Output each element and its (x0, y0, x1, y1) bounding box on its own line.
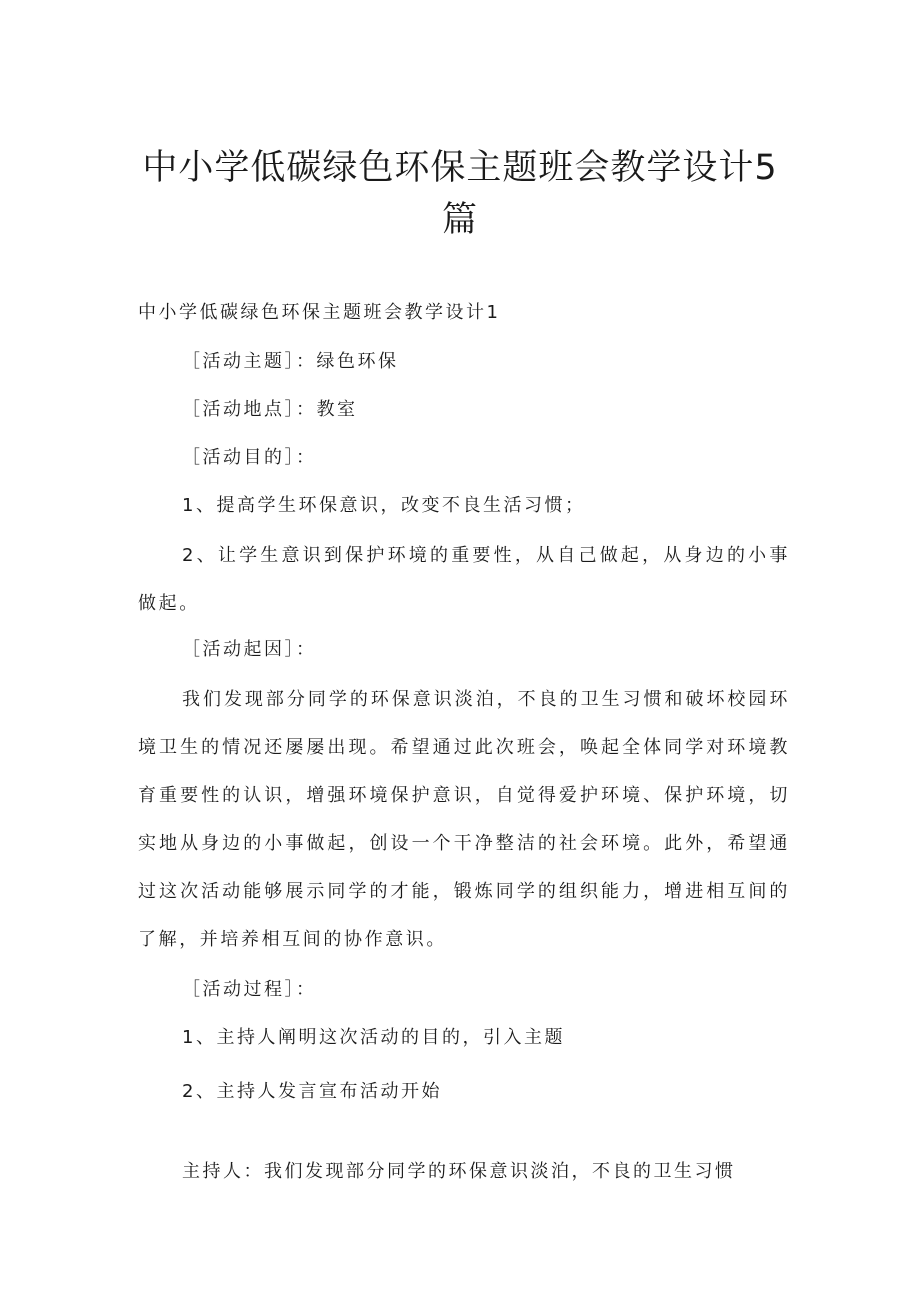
process-item: 2、主持人发言宣布活动开始 (182, 1081, 442, 1102)
activity-cause-text: 我们发现部分同学的环保意识淡泊，不良的卫生习惯和破坏校园环境卫生的情况还屡屡出现。希望通过此次班会，唤起全体同学对环境教育重要性的认识，增强环境保护意识，自觉得爱护环境、保护环境，切实地从身边的小事做起，创设一个干净整洁的社会环境。此外，希望通过这次活动能够展示同学的才能，锻炼同学的组织能力，增进相互间的了解，并培养相互间的协作意识。 (138, 689, 790, 950)
host-speech: 主持人：我们发现部分同学的环保意识淡泊，不良的卫生习惯 (182, 1161, 736, 1182)
activity-location: ［活动地点］：教室 (182, 399, 358, 420)
activity-theme: ［活动主题］：绿色环保 (182, 351, 399, 372)
activity-process-label: ［活动过程］： (182, 979, 317, 1000)
purpose-item: 1、提高学生环保意识，改变不良生活习惯； (182, 495, 586, 516)
process-item: 1、主持人阐明这次活动的目的，引入主题 (182, 1027, 565, 1048)
purpose-item: 2、让学生意识到保护环境的重要性，从自己做起，从身边的小事做起。 (138, 545, 790, 614)
activity-purpose-label: ［活动目的］： (182, 447, 317, 468)
section-heading: 中小学低碳绿色环保主题班会教学设计1 (138, 302, 501, 323)
activity-cause-label: ［活动起因］： (182, 639, 317, 660)
document-title: 中小学低碳绿色环保主题班会教学设计5篇 (142, 148, 778, 240)
